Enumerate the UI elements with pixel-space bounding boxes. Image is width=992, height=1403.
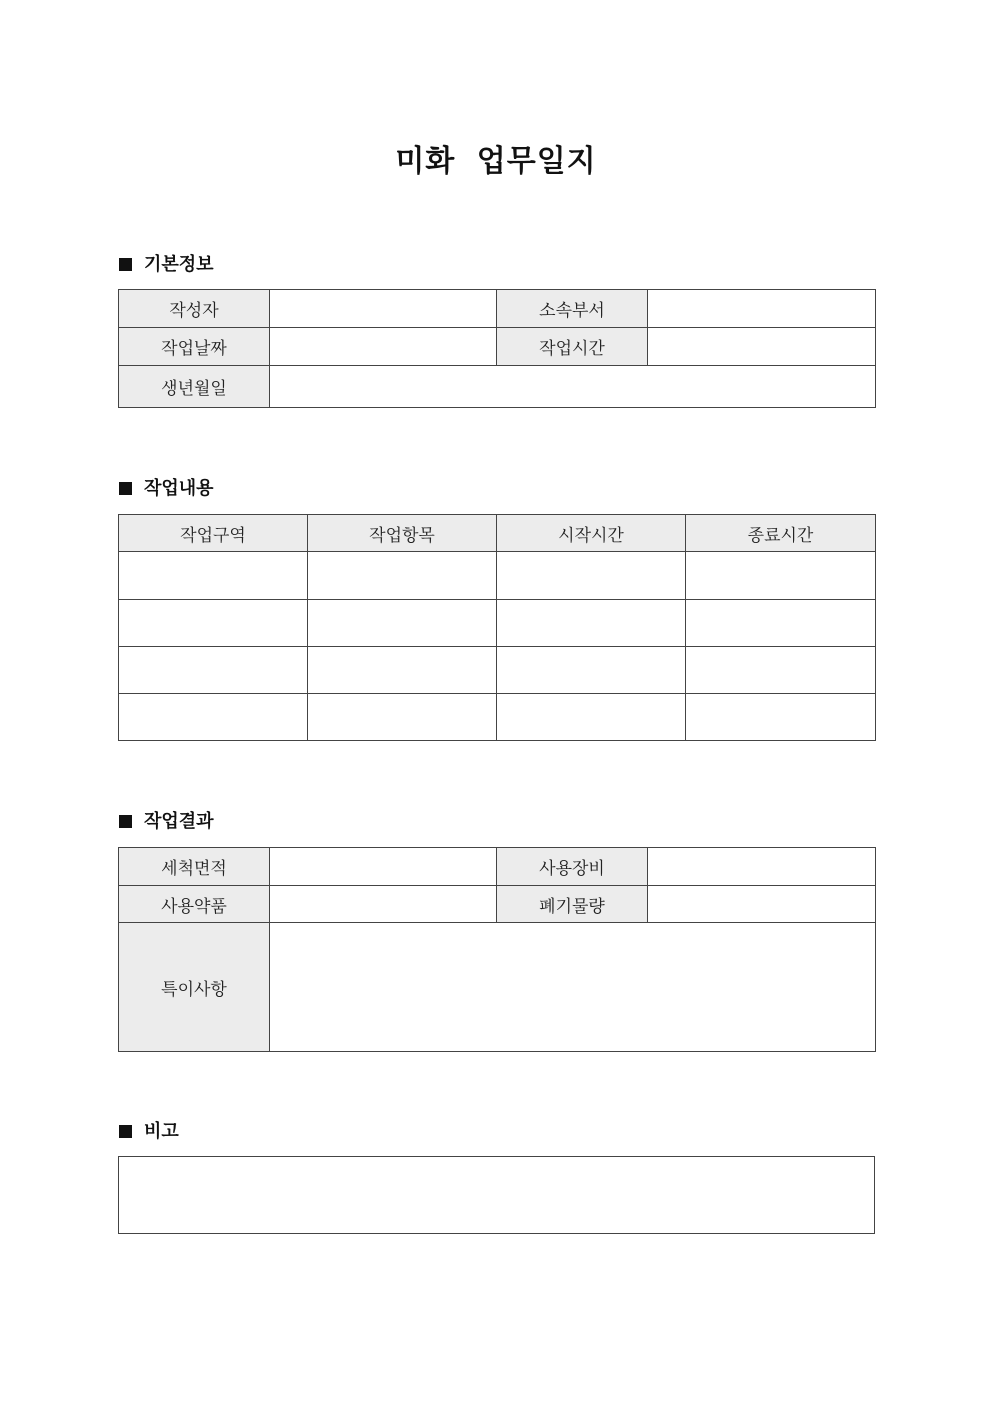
- section-heading-work-content: [119, 478, 214, 500]
- square-bullet-icon: [119, 482, 132, 495]
- work-date-field[interactable]: [270, 328, 497, 366]
- column-header-work-item: 작업항목: [308, 515, 497, 552]
- end-time-cell[interactable]: [686, 552, 876, 600]
- square-bullet-icon: [119, 1125, 132, 1138]
- start-time-cell[interactable]: [497, 647, 686, 694]
- work-area-cell[interactable]: [119, 694, 308, 741]
- work-content-table: [118, 514, 876, 741]
- column-header-start-time: 시작시간: [497, 515, 686, 552]
- chemicals-field[interactable]: [270, 886, 497, 923]
- cleaning-area-field[interactable]: [270, 848, 497, 886]
- table-row: [119, 923, 876, 1052]
- column-header-end-time: 종료시간: [686, 515, 876, 552]
- work-item-cell[interactable]: [308, 647, 497, 694]
- table-row: [119, 1157, 875, 1234]
- document-title: 미화 업무일지: [395, 144, 597, 179]
- end-time-cell[interactable]: [686, 600, 876, 647]
- table-row: [119, 328, 876, 366]
- remarks-table: [118, 1156, 875, 1234]
- work-item-cell[interactable]: [308, 694, 497, 741]
- department-label: 소속부서: [497, 290, 648, 328]
- section-heading-label: 작업내용: [144, 478, 214, 499]
- work-area-cell[interactable]: [119, 647, 308, 694]
- waste-amount-field[interactable]: [648, 886, 876, 923]
- section-heading-basic-info: [119, 254, 214, 276]
- table-header-row: [119, 515, 876, 552]
- section-heading-label: 비고: [144, 1121, 179, 1142]
- work-date-label: 작업날짜: [119, 328, 270, 366]
- end-time-cell[interactable]: [686, 694, 876, 741]
- work-area-cell[interactable]: [119, 600, 308, 647]
- table-row: [119, 366, 876, 408]
- table-row: [119, 290, 876, 328]
- author-field[interactable]: [270, 290, 497, 328]
- section-heading-work-result: [119, 811, 214, 833]
- table-row: [119, 848, 876, 886]
- work-result-table: [118, 847, 876, 1052]
- basic-info-table: [118, 289, 876, 408]
- equipment-field[interactable]: [648, 848, 876, 886]
- work-item-cell[interactable]: [308, 552, 497, 600]
- column-header-work-area: 작업구역: [119, 515, 308, 552]
- waste-amount-label: 폐기물량: [497, 886, 648, 923]
- table-row: [119, 552, 876, 600]
- table-row: [119, 694, 876, 741]
- table-row: [119, 600, 876, 647]
- author-label: 작성자: [119, 290, 270, 328]
- table-row: [119, 647, 876, 694]
- section-heading-remarks: [119, 1121, 179, 1143]
- notes-field[interactable]: [270, 923, 876, 1052]
- department-field[interactable]: [648, 290, 876, 328]
- work-item-cell[interactable]: [308, 600, 497, 647]
- start-time-cell[interactable]: [497, 694, 686, 741]
- section-heading-label: 작업결과: [144, 811, 214, 832]
- start-time-cell[interactable]: [497, 600, 686, 647]
- birthdate-field[interactable]: [270, 366, 876, 408]
- end-time-cell[interactable]: [686, 647, 876, 694]
- notes-label: 특이사항: [119, 923, 270, 1052]
- square-bullet-icon: [119, 815, 132, 828]
- cleaning-area-label: 세척면적: [119, 848, 270, 886]
- section-heading-label: 기본정보: [144, 254, 214, 275]
- table-row: [119, 886, 876, 923]
- work-time-field[interactable]: [648, 328, 876, 366]
- remarks-field[interactable]: [119, 1157, 875, 1234]
- work-area-cell[interactable]: [119, 552, 308, 600]
- equipment-label: 사용장비: [497, 848, 648, 886]
- birthdate-label: 생년월일: [119, 366, 270, 408]
- square-bullet-icon: [119, 258, 132, 271]
- start-time-cell[interactable]: [497, 552, 686, 600]
- chemicals-label: 사용약품: [119, 886, 270, 923]
- work-time-label: 작업시간: [497, 328, 648, 366]
